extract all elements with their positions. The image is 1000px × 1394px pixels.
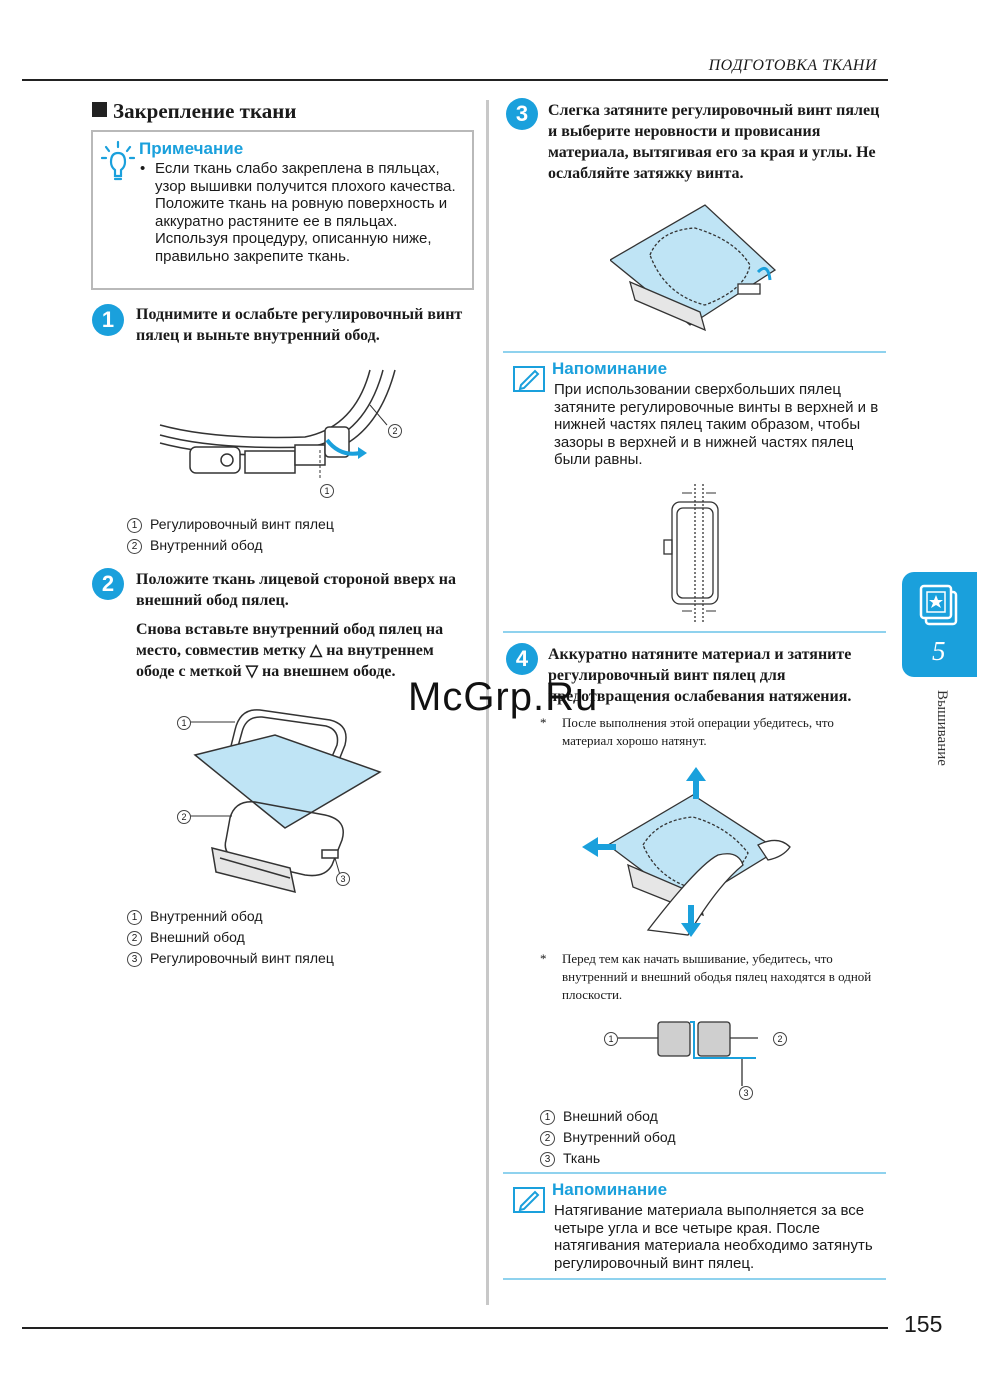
callout-2: 2 [177,810,191,824]
note-body: Если ткань слабо закреплена в пяльцах, узор вышивки получится плохого качества. Положите ткань на ровную поверхность и аккуратно растяните ее в пяльцах. Используя процедуру, описанную ниже, правильно закрепите ткань. [155,160,456,265]
lightbulb-icon [101,140,135,184]
step-4-note-b: Перед тем как начать вышивание, убедитесь, что внутренний и внешний ободья пялец находятся в одной плоскости. [562,951,872,1002]
callout-2: 2 [388,424,402,438]
memo-pencil-icon [513,366,545,392]
step-4-note-star: * [540,715,547,730]
square-bullet-icon [92,102,107,117]
note-bullet: • [140,160,146,177]
memo-2-bottom-rule [503,1278,886,1280]
callout-1: 1 [177,716,191,730]
step-3-badge: 3 [506,98,538,130]
chapter-label: Вышивание [934,690,950,766]
fabric-in-hoop-illustration [610,200,780,340]
step-4-text: Аккуратно натяните материал и затяните регулировочный винт пялец для предотвращения ослабевания натяжения. [548,646,852,705]
hoop-cross-section-illustration [618,1018,758,1098]
memo-1-bottom-rule [503,631,886,633]
step-2-text-2: Снова вставьте внутренний обод пялец на место, совместив метку △ на внутреннем ободе с меткой ▽ на внешнем ободе. [136,621,444,680]
large-hoop-gap-illustration [660,484,740,622]
running-header: ПОДГОТОВКА ТКАНИ [708,57,877,74]
footer-rule [22,1327,888,1329]
triangle-down-icon: ▽ [245,663,259,680]
step-3-text: Слегка затяните регулировочный винт пялец и выберите неровности и провисания материала, вытягивая его за края и углы. Не ослабляйте затяжку винта. [548,102,880,182]
page-number: 155 [904,1311,943,1337]
step-1-text: Поднимите и ослабьте регулировочный винт пялец и выньте внутренний обод. [136,306,463,344]
hoop-assembly-illustration [180,700,400,900]
legend-3 [540,1106,676,1169]
note-title: Примечание [139,139,244,158]
legend-2 [127,906,334,969]
callout-3: 3 [739,1086,753,1100]
callout-1: 1 [320,484,334,498]
triangle-up-icon: △ [309,642,323,659]
step-1-badge: 1 [92,304,124,336]
memo-2-title: Напоминание [552,1180,668,1199]
header-rule [22,79,888,81]
legend-item: 3 Ткань [540,1148,676,1169]
step-4-note-a: После выполнения этой операции убедитесь, что материал хорошо натянут. [562,715,834,748]
memo-1-top-rule [503,351,886,353]
step-4-note-star-b: * [540,951,547,966]
chapter-number: 5 [932,636,946,666]
callout-1: 1 [604,1032,618,1046]
section-title [92,99,296,124]
legend-item: 2 Внутренний обод [540,1127,676,1148]
callout-3: 3 [336,872,350,886]
legend-item: 2 Внутренний обод [127,535,334,556]
section-title-text: Закрепление ткани [113,99,297,123]
memo-2-text: Натягивание материала выполняется за все четыре угла и все четыре края. После натягивания материала необходимо затянуть регулировочный винт пялец. [554,1202,873,1272]
stretch-fabric-illustration [578,765,803,945]
callout-2: 2 [773,1032,787,1046]
legend-1 [127,514,334,556]
legend-item: 3 Регулировочный винт пялец [127,948,334,969]
memo-2-top-rule [503,1172,886,1174]
note-text [140,160,470,266]
hoop-screw-illustration [155,365,415,505]
step-2-text: Положите ткань лицевой стороной вверх на внешний обод пялец. [136,571,456,609]
memo-1-title: Напоминание [552,359,668,378]
legend-item: 1 Внутренний обод [127,906,334,927]
watermark: McGrp.Ru [408,675,599,719]
memo-pencil-icon [513,1187,545,1213]
legend-item: 1 Внешний обод [540,1106,676,1127]
step-2-badge: 2 [92,568,124,600]
step-4-badge: 4 [506,643,538,675]
legend-item: 1 Регулировочный винт пялец [127,514,334,535]
memo-1-text: При использовании сверхбольших пялец затяните регулировочные винты в верхней и в нижней частях пялец таким образом, чтобы зазоры в верхней и в нижней частях пялец были равны. [554,381,879,469]
legend-item: 2 Внешний обод [127,927,334,948]
embroidery-frame-icon [918,582,964,628]
